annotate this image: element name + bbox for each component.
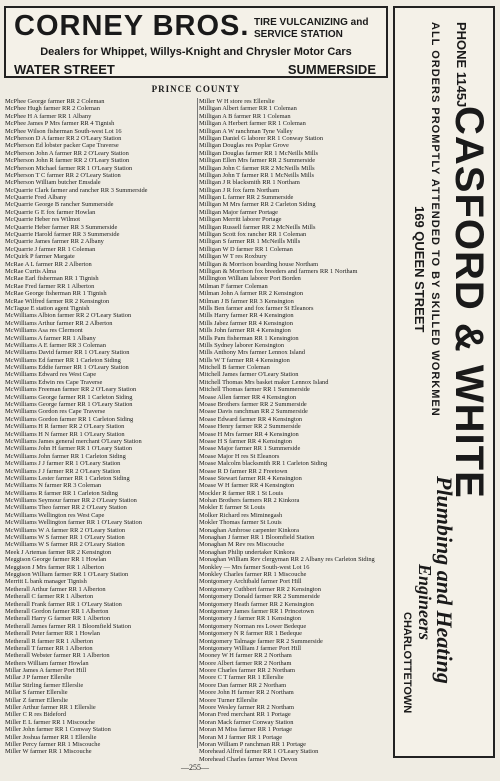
ad-phone: PHONE 1145J [454, 22, 469, 108]
directory-entry: McWilliams H R farmer RR 2 O'Leary Station [5, 423, 125, 431]
directory-entry: McRae A L farmer RR 2 Alberton [5, 260, 92, 268]
directory-entry: McWilliams Arthur farmer RR 2 Alberton [5, 319, 113, 327]
directory-entry: McWilliams Wellington farmer RR 1 O'Leary Station [5, 519, 142, 527]
directory-entry: McWilliams R farmer RR 1 Carleton Siding [5, 489, 118, 497]
directory-entry: Miller John farmer RR 1 Conway Station [5, 726, 111, 734]
directory-entry: Milligan W D farmer RR 1 Coleman [199, 245, 293, 253]
directory-entry: Metherall C farmer RR 1 Alberton [5, 593, 94, 601]
directory-entry: Montgomery J farmer RR 1 Kensington [199, 615, 302, 623]
directory-entry: Metherall Gordon farmer RR 1 Alberton [5, 607, 109, 615]
directory-entry: Miller Joshua farmer RR 1 Ellerslie [5, 733, 97, 741]
ad-city: SUMMERSIDE [287, 62, 376, 77]
directory-entry: Millar J P farmer Ellerslie [5, 674, 72, 682]
directory-entry: Meek J Artemas farmer RR 2 Kensington [5, 548, 112, 556]
directory-entry: Monaghan William Rev clergyman RR 2 Albany res Carleton Siding [199, 556, 375, 564]
directory-entry: Moase W H farmer RR 4 Kensington [199, 482, 295, 490]
directory-entry: Meggison George farmer RR 1 Howlan [5, 556, 107, 564]
corney-bros-advertisement [4, 6, 388, 78]
directory-entry: Montgomery Talmage farmer RR 2 Summerside [199, 637, 323, 645]
directory-entry: Milman F farmer Coleman [199, 282, 268, 290]
directory-entry: Milligan Major farmer Portage [199, 208, 278, 216]
directory-entry: Millar Z farmer Ellerslie [5, 696, 68, 704]
directory-entry: Milligan Ellen Mrs farmer RR 2 Summerside [199, 157, 316, 165]
directory-entry: Milman J B farmer RR 3 Kensington [199, 297, 294, 305]
directory-entry: Milligan A B farmer RR 1 Coleman [199, 112, 291, 120]
directory-entry: McQuarrie Fred Albany [5, 194, 67, 202]
ad-company-name: CORNEY BROS. [14, 10, 250, 42]
directory-entry: Miller E L farmer RR 1 Miscouche [5, 718, 95, 726]
directory-entry: McWilliams Albion farmer RR 2 O'Leary Station [5, 312, 132, 320]
directory-entry: Moore Dan farmer RR 2 Northam [199, 681, 287, 689]
directory-entry: Millar James A farmer Port Hill [5, 667, 87, 675]
directory-entry: Moran Fred merchant RR 1 Portage [199, 711, 291, 719]
directory-entry: Milligan & Morrison boarding house Northam [199, 260, 319, 268]
directory-entry: Mills John farmer RR 4 Kensington [199, 327, 291, 335]
directory-entry: McWilliams Eddie farmer RR 1 O'Leary Station [5, 364, 129, 372]
directory-entry: McWilliams Edwin res Cape Traverse [5, 378, 103, 386]
directory-entry: Mills W T farmer RR 4 Kensington [199, 356, 290, 364]
directory-entry: Metherall Peter farmer RR 1 Howlan [5, 630, 100, 638]
directory-entry: Methers William farmer Howlan [5, 659, 89, 667]
directory-entry: McPhee H A farmer RR 1 Albany [5, 112, 92, 120]
directory-entry: McPherson Michael farmer RR 1 O'Leary Station [5, 164, 133, 172]
ad-address: 169 QUEEN STREET [412, 206, 427, 333]
directory-entry: Miller W farmer RR 1 Miscouche [5, 748, 92, 756]
directory-entry: Morehead Charles farmer West Devon [199, 755, 298, 763]
directory-entry: McWilliams Freeman farmer RR 2 O'Leary Station [5, 386, 137, 394]
directory-entry: Mitchell Thomas farmer RR 1 Summerside [199, 386, 310, 394]
directory-entry: Monkley Charles farmer RR 1 Miscouche [199, 571, 307, 578]
directory-entry: Meggison J Mrs farmer RR 1 Alberton [5, 563, 105, 571]
directory-entry: Moase Stewart farmer RR 4 Kensington [199, 474, 302, 482]
directory-entry: Mitchell B farmer Coleman [199, 364, 270, 372]
directory-entry: McQuarrie Clark farmer and rancher RR 3 Summerside [5, 186, 148, 194]
ad-company-name: CASFORD & WHITE [447, 106, 491, 499]
directory-entry: Milligan J R blacksmith RR 1 Northam [199, 179, 300, 187]
directory-entry: McPherson Ed lobster packer Cape Traverse [5, 142, 119, 150]
directory-entry: Metherall Harry G farmer RR 1 Alberton [5, 615, 111, 623]
directory-entry: McRae Curtis Alma [5, 267, 57, 275]
casford-white-advertisement [393, 6, 495, 758]
ad-tagline-line-1: TIRE VULCANIZING and [254, 17, 369, 28]
directory-entry: McWilliams W S farmer RR 2 O'Leary Station [5, 541, 125, 549]
directory-entry: McPherson D A farmer RR 2 O'Leary Station [5, 134, 122, 142]
directory-entry: Moase Brothers farmer RR 2 Summerside [199, 401, 307, 409]
directory-entry: Milligan A Herbert farmer RR 1 Coleman [199, 120, 306, 128]
directory-entry: Milligan Scott fox rancher RR 1 Coleman [199, 231, 307, 239]
directory-entry: Miller C R res Bideford [5, 711, 67, 719]
directory-entry: McWilliams George farmer RR 1 Carleton Siding [5, 393, 133, 401]
directory-entry: Moase Edward farmer RR 4 Kensington [199, 415, 303, 423]
directory-entry: McPherson John A farmer RR 2 O'Leary Station [5, 149, 129, 157]
directory-entry: McWilliams James general merchant O'Leary Station [5, 437, 142, 445]
directory-entry: McPhee Wilson fisherman South-west Lot 16 [5, 127, 122, 135]
directory-entry: Miller W H store res Ellerslie [199, 98, 275, 105]
directory-entry: McWilliams W S farmer RR 1 O'Leary Station [5, 534, 125, 542]
directory-entry: McWilliams Gordon farmer RR 1 Carleton Siding [5, 415, 134, 423]
directory-entry: McWilliams Seymour farmer RR 2 O'Leary Station [5, 497, 137, 505]
directory-entry: Monaghan Ambrose carpenter Kinkora [199, 526, 299, 534]
directory-entry: Milligan Russell farmer RR 2 McNeills Mills [199, 223, 316, 231]
ad-tagline-line-2: SERVICE STATION [254, 29, 343, 40]
directory-entry: Metherall Frank farmer RR 1 O'Leary Station [5, 600, 122, 608]
directory-entry: Mooney W H farmer RR 2 Northam [199, 652, 292, 660]
directory-entry: Mitchell James farmer O'Leary Station [199, 371, 299, 379]
directory-entry: Milligan & Morrison fox breeders and farmers RR 1 Northam [199, 267, 358, 275]
directory-entry: Metherall Arthur farmer RR 1 Alberton [5, 585, 106, 593]
directory-entry: Moore C T farmer RR 1 Ellerslie [199, 674, 284, 682]
directory-entry: Mills Jabez farmer RR 4 Kensington [199, 319, 293, 327]
directory-entry: McWilliams Wellington res West Cape [5, 511, 105, 519]
directory-entry: McQuarrie Heber res Wilmot [5, 216, 81, 224]
directory-entry: Moore Albert farmer RR 2 Northam [199, 659, 292, 667]
directory-entry: McPherson William butcher Emsdale [5, 179, 101, 187]
directory-entry: Montgomery James farmer RR 1 Princetown [199, 607, 314, 615]
directory-entry: McWilliams N farmer RR 3 Coleman [5, 482, 102, 490]
directory-entry: Metherall R farmer RR 1 Alberton [5, 637, 94, 645]
directory-entry: Mills Ben farmer and fox farmer St Eleanors [199, 304, 314, 312]
directory-entry: McWilliams A farmer RR 1 Albany [5, 334, 96, 342]
directory-entry: McWilliams Theo farmer RR 2 O'Leary Station [5, 504, 127, 512]
directory-entry: McWilliams J J farmer RR 1 O'Leary Station [5, 460, 121, 468]
directory-entry: McWilliams A E farmer RR 3 Coleman [5, 341, 106, 349]
directory-entry: McWilliams George farmer RR 1 O'Leary Station [5, 401, 133, 409]
directory-entry: Milligan S farmer RR 1 McNeills Mills [199, 238, 301, 246]
directory-entry: McQuarrie Harold farmer RR 3 Summerside [5, 231, 120, 239]
directory-entry: Milligan A W ranchman Tyne Valley [199, 127, 293, 135]
directory-entry: Miller Arthur farmer RR 1 Ellerslie [5, 704, 96, 712]
directory-entry: McQuarrie Heber farmer RR 3 Summerside [5, 223, 118, 231]
directory-entry: McPhee Hugh farmer RR 2 Coleman [5, 105, 100, 113]
directory-entry: Millar Stirling farmer Ellerslie [5, 681, 84, 689]
section-heading: PRINCE COUNTY [151, 84, 241, 94]
directory-entry: Milligan Douglas farmer RR 1 McNeills Mills [199, 149, 318, 157]
directory-entry: Mills Sydney laborer Kensington [199, 341, 285, 349]
directory-entry: Millar S farmer Ellerslie [5, 689, 68, 697]
directory-entry: Milligan W T res Roxbury [199, 253, 267, 261]
directory-entry: Millington William laborer Port Borden [199, 275, 301, 283]
directory-entry: Montgomery Heath farmer RR 2 Kensington [199, 600, 314, 608]
directory-entry: Montgomery William J farmer Port Hill [199, 644, 302, 652]
directory-entry: McPhee James P Mrs farmer RR 4 Tignish [5, 120, 115, 128]
directory-entry: Metherall James farmer RR 1 Bloomfield Station [5, 622, 132, 630]
directory-entry: Moase H S farmer RR 4 Kensington [199, 437, 293, 445]
directory-entry: Moase Allen farmer RR 4 Kensington [199, 393, 297, 401]
directory-entry: Moore Charles farmer RR 2 Northam [199, 667, 296, 675]
directory-entry: McWilliams John farmer RR 1 Carleton Siding [5, 452, 126, 460]
directory-entry: Mills Pam fisherman RR 1 Kensington [199, 334, 299, 342]
directory-entry: Moore Wesley farmer RR 2 Northam [199, 704, 295, 712]
directory-entry: Milligan J R fox farm Northam [199, 186, 280, 194]
directory-entry: Moase Davis ranchman RR 2 Summerside [199, 408, 308, 416]
directory-entry: McWilliams Asa res Clermont [5, 327, 83, 335]
directory-entry: McRae Earl fisherman RR 1 Tignish [5, 275, 99, 283]
directory-entry: Milligan John C farmer RR 2 McNeills Mills [199, 164, 315, 172]
directory-entry: Moran M Miss farmer RR 1 Portage [199, 726, 293, 734]
directory-entry: McRae George fisherman RR 1 Tignish [5, 290, 107, 298]
directory-entry: Meggison William farmer RR 1 O'Leary Station [5, 571, 129, 578]
page-number: —255— [181, 763, 209, 772]
directory-entry: Moase Major farmer RR 1 Summerside [199, 445, 301, 453]
directory-entry: Montgomery Archibald farmer Port Hill [199, 578, 302, 586]
directory-entry: McPherson T C farmer RR 2 O'Leary Station [5, 171, 121, 179]
directory-entry: Monaghan Philip undertaker Kinkora [199, 548, 295, 556]
column-divider [197, 98, 198, 748]
directory-entry: McRae Fred farmer RR 1 Alberton [5, 282, 95, 290]
ad-street: WATER STREET [14, 62, 115, 77]
directory-entry: Milligan L farmer RR 2 Summerside [199, 194, 294, 202]
directory-entry: Mohan Brothers farmers RR 2 Kinkora [199, 497, 300, 505]
directory-entry: Moase H Mrs farmer RR 4 Kensington [199, 430, 299, 438]
directory-entry: Moase Major H res St Eleanors [199, 452, 280, 460]
directory-column-right [199, 98, 388, 763]
directory-entry: Milman John A farmer RR 2 Kensington [199, 290, 304, 298]
directory-entry: Mitchell Thomas Mrs basket maker Lennox Island [199, 378, 329, 386]
ad-tagline [254, 17, 368, 41]
directory-entry: McQuarrie G E fox farmer Howlan [5, 208, 96, 216]
directory-entry: Moran William P ranchman RR 1 Portage [199, 740, 306, 748]
ad-trade-line-1: Plumbing and Heating [432, 476, 457, 684]
directory-entry: McPhee George farmer RR 2 Coleman [5, 98, 105, 105]
directory-entry: Moase R D farmer RR 2 Freetown [199, 467, 288, 475]
directory-entry: Mokler Thomas farmer St Louis [199, 519, 282, 527]
directory-entry: Mokler E farmer St Louis [199, 504, 266, 512]
directory-entry: Moran Mack farmer Conway Station [199, 718, 294, 726]
directory-entry: Montgomery N R farmer RR 1 Bedeque [199, 630, 302, 638]
directory-entry: Molker Richard res Miminegash [199, 511, 283, 519]
directory-entry: McWilliams John H farmer RR 1 O'Leary Station [5, 445, 133, 453]
directory-entry: McQuarrie George B rancher Summerside [5, 201, 114, 209]
directory-entry: Metherall Webster farmer RR 1 Alberton [5, 652, 110, 660]
directory-entry: McQuarrie J farmer RR 1 Coleman [5, 245, 96, 253]
ad-trade-line-2: Engineers [415, 564, 435, 641]
directory-entry: Milligan John T farmer RR 1 McNeills Mills [199, 171, 314, 179]
directory-entry: McWilliams Lester farmer RR 1 Carleton Siding [5, 474, 130, 482]
directory-entry: Metherall T farmer RR 1 Alberton [5, 644, 93, 652]
directory-entry: Montgomery Donald farmer RR 2 Summerside [199, 593, 320, 601]
directory-entry: McQuirk P farmer Margate [5, 253, 75, 261]
directory-entry: Montgomery Cuthbert farmer RR 2 Kensington [199, 585, 321, 593]
ad-rotated-content [395, 8, 493, 756]
directory-column-left [5, 98, 197, 756]
directory-entry: McPherson John R farmer RR 2 O'Leary Station [5, 157, 130, 165]
directory-entry: McWilliams Gordon res Cape Traverse [5, 408, 106, 416]
directory-entry: Monaghan M Rev res Miscouche [199, 541, 285, 549]
ad-dealers-line: Dealers for Whippet, Willys-Knight and Chrysler Motor Cars [40, 46, 352, 58]
directory-entry: McWilliams H N farmer RR 1 O'Leary Station [5, 430, 125, 438]
directory-entry: Milligan Douglas res Poplar Grove [199, 142, 289, 150]
directory-entry: McWilliams W A farmer RR 2 O'Leary Station [5, 526, 126, 534]
directory-entry: McWilliams Ed farmer RR 1 Carleton Siding [5, 356, 121, 364]
ad-city: CHARLOTTETOWN [401, 612, 413, 714]
directory-entry: Miller Percy farmer RR 1 Miscouche [5, 740, 101, 748]
directory-entry: Milligan Daniel G laborer RR 1 Conway Station [199, 134, 324, 142]
directory-entry: Milligan Albert farmer RR 1 Coleman [199, 105, 297, 113]
directory-entry: Moore John H farmer RR 2 Northam [199, 689, 294, 697]
directory-entry: Mills Harry farmer RR 4 Kensington [199, 312, 294, 320]
directory-entry: Montgomery Norman res Lower Bedeque [199, 622, 307, 630]
directory-entry: McTague E station agent Tignish [5, 304, 90, 312]
directory-entry: McWilliams Edward res West Cape [5, 371, 97, 379]
directory-entry: Moase Henry farmer RR 2 Summerside [199, 423, 301, 431]
directory-entry: Moase Malcolm blacksmith RR 1 Carleton Siding [199, 460, 328, 468]
directory-entry: McWilliams J J farmer RR 2 O'Leary Station [5, 467, 121, 475]
directory-entry: Milligan Merritt laborer Portage [199, 216, 282, 224]
directory-entry: Merritt L bank manager Tignish [5, 578, 87, 586]
directory-entry: Morehead Alfred farmer RR 1 O'Leary Station [199, 748, 319, 756]
directory-entry: McWilliams David farmer RR 1 O'Leary Station [5, 349, 130, 357]
directory-entry: Monaghan J farmer RR 1 Bloomfield Station [199, 534, 315, 542]
directory-entry: Moore Turner Ellerslie [199, 696, 258, 704]
ad-orders-line: ALL ORDERS PROMPTLY ATTENDED TO BY SKILLED WORKMEN [429, 22, 441, 417]
directory-entry: McRae Wilfred farmer RR 2 Kensington [5, 297, 110, 305]
directory-entry: Mockler R farmer RR 1 St Louis [199, 489, 284, 497]
directory-entry: Moran M J farmer RR 1 Portage [199, 733, 283, 741]
directory-entry: McQuarrie James farmer RR 2 Albany [5, 238, 104, 246]
directory-entry: Monkley — Mrs farmer South-west Lot 16 [199, 563, 310, 571]
directory-entry: Mills Anthony Mrs farmer Lennox Island [199, 349, 305, 357]
directory-entry: Milligan M Mrs farmer RR 2 Carleton Siding [199, 201, 316, 209]
